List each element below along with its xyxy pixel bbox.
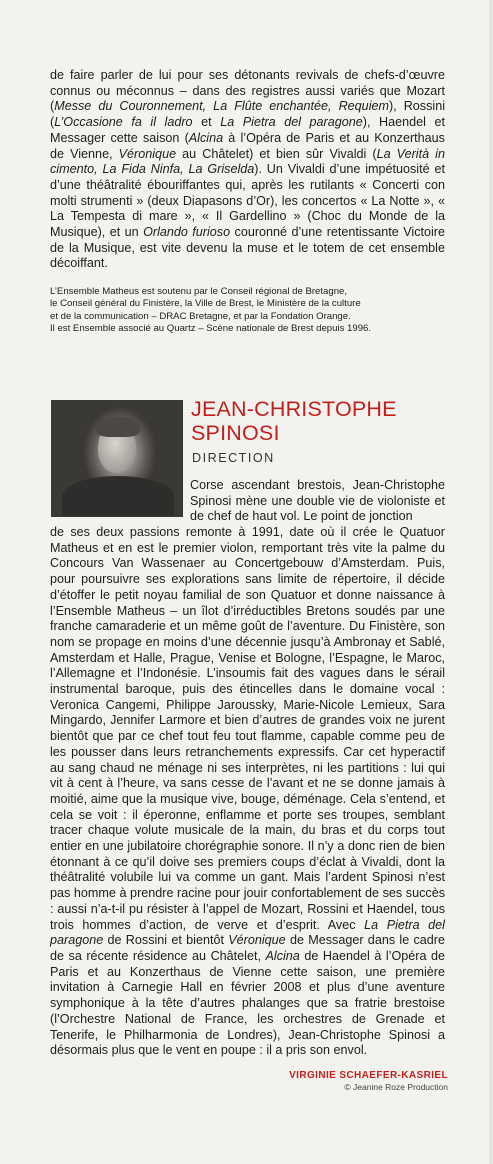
credit-line: Il est Ensemble associé au Quartz – Scène nationale de Brest depuis 1996. — [50, 322, 372, 334]
italic-title: Orlando furioso — [143, 225, 231, 240]
artist-name — [191, 397, 451, 445]
italic-title: La Pietra del paragone — [220, 115, 363, 130]
text-run: de Rossini et bientôt — [103, 933, 229, 948]
author-name: VIRGINIE SCHAEFER-KASRIEL — [289, 1070, 448, 1081]
italic-title: Alcina — [265, 948, 300, 963]
credit-line: L’Ensemble Matheus est soutenu par le Conseil régional de Bretagne, — [50, 286, 348, 297]
sponsor-credits — [50, 286, 445, 335]
credit-line: et de la communication – DRAC Bretagne, et par la Fondation Orange. — [50, 310, 351, 322]
italic-title: Véronique — [228, 933, 286, 948]
artist-role: DIRECTION — [192, 451, 275, 465]
italic-title: Véronique — [118, 146, 177, 161]
page-edge — [489, 0, 493, 1164]
artist-name-line2: SPINOSI — [191, 421, 280, 445]
text-run: de Messager dans le cadre de sa récente résidence au Châtelet, — [50, 933, 445, 963]
photo-credit: © Jeanine Roze Production — [344, 1082, 448, 1092]
italic-title: Alcina — [188, 130, 224, 145]
text-run: de ses deux passions remonte à 1991, date où il crée le Quatuor Matheus et en est le premier violon, remportant très vite la palme du Concours Van Wassenaer au Concertgebouw d’Amsterdam. Puis, pour poursuivre ses explorations sans limite de répertoire, il décide d’étoffer le petit noyau familial de son Quatuor et donne naissance à l’Ensemble Matheus – un îlot d’irréductibles Bretons soudés par une franche camaraderie et un même goût de l’aventure. Du Finistère, son nom se propage en moins d’une décennie jusqu’à Ambronay et Sablé, Amsterdam et Halle, Prague, Venise et Bologne, l’Espagne, le Maroc, l’Allemagne et l’Indonésie. L’insoumis fait des vagues dans le sérail instrumental baroque, puis des étincelles dans le domaine vocal : Veronica Cangemi, Philippe Jaroussky, Marie-Nicole Lemieux, Sara Mingardo, Jennifer Larmore et bien d’autres de grandes voix ne jurent bientôt que par ce chef tout feu tout flamme, capable comme peu de les pousser dans leurs retranchements expressifs. Car cet hyperactif au sang chaud ne ménage ni ses interprètes, ni les partitions : lui qui vit à cent à l’heure, va sans cesse de l’avant et ne se donne jamais à moitié, aime que la musique vive, bouge, déménage. Cela s’entend, et cela se voit : il éperonne, enflamme et porte ses troupes, semblant tracer chaque volute musicale de la main, du bras et du corps tout entier en une jubilatoire chorégraphie sonore. Il n’y a donc rien de bien étonnant à ce qu’il doive ses premiers coups d’éclat à Vivaldi, dont la théâtralité volubile lui va comme un gant. Mais l’ardent Spinosi n’est pas homme à prendre racine pour jouir confortablement de ses succès : aussi n’a-t-il pu résister à l’appel de Mozart, Rossini et Haendel, tous trois hommes d’action, de verve et d’esprit. Avec — [50, 525, 445, 932]
artist-portrait — [51, 400, 183, 517]
italic-title: La Pietra del paragone — [50, 917, 445, 948]
italic-title: Messe du Couronnement, La Flûte enchantée, Requiem — [54, 99, 389, 114]
italic-title: La Verità in cimento, La Fida Ninfa, La Griselda — [50, 146, 445, 177]
bio-lead: Corse ascendant brestois, Jean-Christophe Spinosi mène une double vie de violoniste et de chef de haut vol. Le point de jonction — [190, 478, 445, 524]
text-run: et — [192, 115, 221, 130]
text-run: ), Rossini ( — [50, 99, 445, 130]
text-run: au Châtelet) et bien sûr Vivaldi ( — [176, 146, 377, 161]
italic-title: L’Occasione fa il ladro — [54, 115, 193, 130]
credit-line: le Conseil général du Finistère, la Ville de Brest, le Ministère de la culture — [50, 298, 361, 310]
text-run: de faire parler de lui pour ses détonants revivals de chefs-d’œuvre connus ou méconnus – dans des registres aussi variés que Mozart ( — [50, 68, 445, 114]
text-run: à l’Opéra de Paris et au Konzerthaus de Vienne, — [50, 130, 445, 161]
author-block — [289, 1070, 448, 1092]
text-run: couronné d’une retentissante Victoire de la Musique, est vite devenu la muse et le totem de cet ensemble décoiffant. — [50, 225, 445, 271]
intro-paragraph — [50, 68, 445, 272]
bio-paragraph — [50, 525, 445, 1059]
text-run: ), Haendel et Messager cette saison ( — [50, 115, 445, 145]
text-run: ). Un Vivaldi d’une impétuosité et d’une théâtralité ébouriffantes qui, après les rutilants « Concerti con molti strumenti » (deux Diapasons d’Or), les concertos « La Notte », « La Tempesta di mare », « Il Gardellino » (Choc du Monde de la Musique), et un — [50, 162, 445, 240]
artist-name-line1: JEAN-CHRISTOPHE — [191, 397, 397, 421]
text-run: de Haendel à l’Opéra de Paris et au Konzerthaus de Vienne cette saison, une première invitation à Carnegie Hall en février 2008 et plus d’une aventure symphonique à la tête d’autres phalanges que sa fratrie brestoise (l’Orchestre National de France, les orchestres de Grenade et Tenerife, le Philharmonia de Londres), Jean-Christophe Spinosi a désormais plus que le vent en poupe : il a pris son envol. — [50, 948, 446, 1058]
